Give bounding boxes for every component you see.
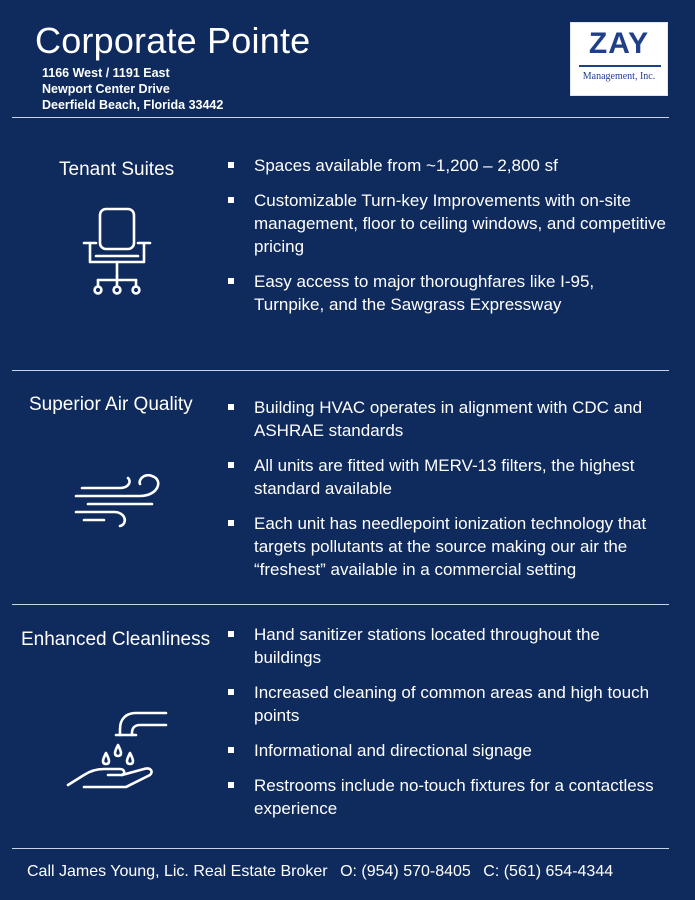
list-item: All units are fitted with MERV-13 filters, the highest standard available bbox=[226, 454, 666, 500]
logo-subtitle: Management, Inc. bbox=[582, 71, 656, 82]
list-item: Informational and directional signage bbox=[226, 739, 666, 762]
footer-contact bbox=[27, 861, 621, 883]
wind-icon bbox=[74, 474, 164, 528]
cell-phone: C: (561) 654-4344 bbox=[483, 863, 614, 880]
section-air-quality bbox=[0, 371, 695, 604]
address-line-1: 1166 West / 1191 East bbox=[42, 66, 170, 80]
address-line-2: Newport Center Drive bbox=[42, 82, 170, 96]
section-title: Enhanced Cleanliness bbox=[21, 629, 211, 650]
list-item: Increased cleaning of common areas and high touch points bbox=[226, 681, 666, 727]
cleanliness-bullets bbox=[226, 623, 666, 832]
list-item: Restrooms include no-touch fixtures for a contactless experience bbox=[226, 774, 666, 820]
section-title: Superior Air Quality bbox=[29, 394, 193, 415]
zay-management-logo bbox=[570, 22, 668, 96]
list-item: Each unit has needlepoint ionization technology that targets pollutants at the source making our air the “freshest” available in a commercial setting bbox=[226, 512, 666, 581]
list-item: Hand sanitizer stations located throughout the buildings bbox=[226, 623, 666, 669]
address-line-3: Deerfield Beach, Florida 33442 bbox=[42, 98, 224, 112]
contact-name: Call James Young, Lic. Real Estate Broker bbox=[27, 863, 328, 880]
logo-rule bbox=[579, 65, 661, 67]
list-item: Building HVAC operates in alignment with CDC and ASHRAE standards bbox=[226, 396, 666, 442]
list-item: Customizable Turn-key Improvements with on-site management, floor to ceiling windows, and competitive pricing bbox=[226, 189, 666, 258]
section-cleanliness bbox=[0, 605, 695, 848]
hand-washing-icon bbox=[66, 709, 170, 789]
list-item: Spaces available from ~1,200 – 2,800 sf bbox=[226, 154, 666, 177]
list-item: Easy access to major thoroughfares like I-95, Turnpike, and the Sawgrass Expressway bbox=[226, 270, 666, 316]
header bbox=[0, 0, 695, 118]
logo-wordmark: ZAY bbox=[588, 27, 650, 60]
air-quality-bullets bbox=[226, 396, 666, 593]
divider-bottom bbox=[12, 848, 669, 849]
office-chair-icon bbox=[80, 206, 154, 298]
page-title: Corporate Pointe bbox=[35, 20, 311, 61]
section-title: Tenant Suites bbox=[59, 159, 175, 180]
property-address bbox=[42, 65, 223, 113]
section-tenant-suites bbox=[0, 118, 695, 370]
tenant-suites-bullets bbox=[226, 154, 666, 328]
office-phone: O: (954) 570-8405 bbox=[340, 863, 471, 880]
